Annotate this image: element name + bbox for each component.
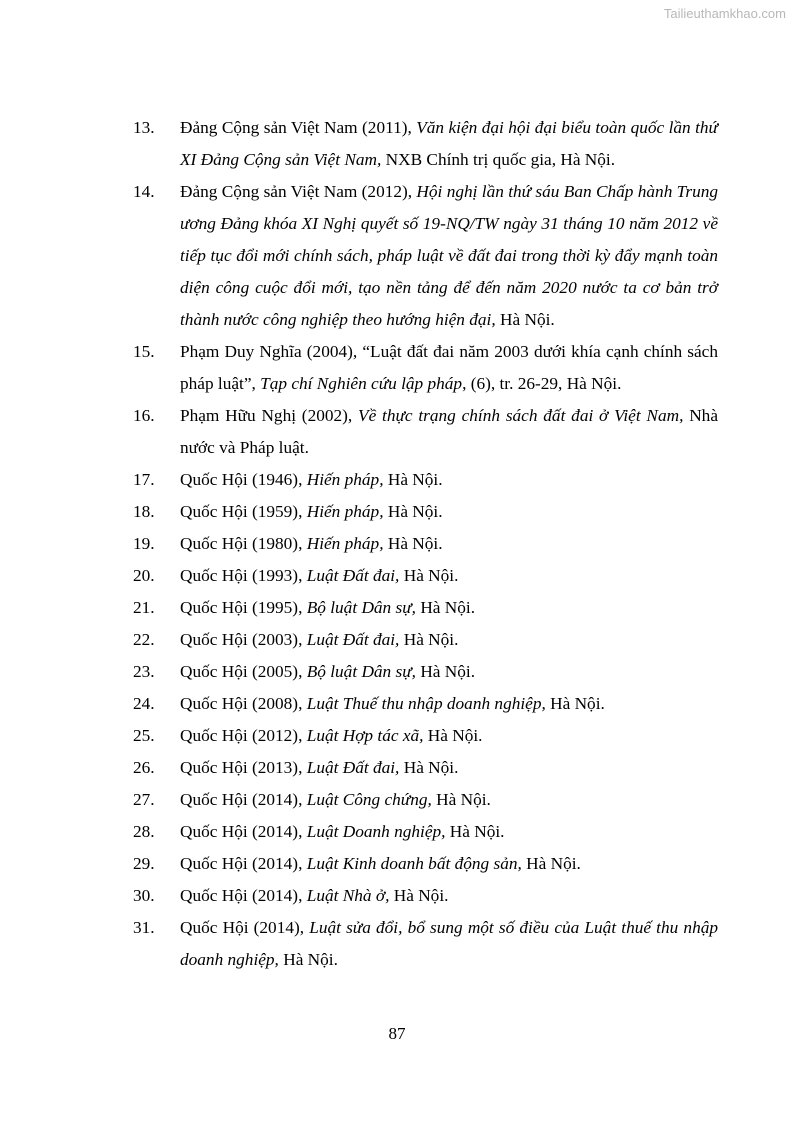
reference-number: 20. <box>133 566 155 585</box>
reference-title: Hiến pháp, <box>306 534 384 553</box>
reference-publisher: Hà Nội. <box>399 630 459 649</box>
reference-item <box>133 848 718 880</box>
reference-title: Hội nghị lần thứ sáu Ban Chấp hành Trung ương Đảng khóa XI Nghị quyết số 19-NQ/TW ngày 31 tháng 10 năm 2012 về tiếp tục đổi mới chính sách, pháp luật về đất đai trong thời kỳ đẩy mạnh toàn diện công cuộc đổi mới, tạo nền tảng để đến năm 2020 nước ta cơ bản trở thành nước công nghiệp theo hướng hiện đại, <box>180 182 718 329</box>
reference-item <box>133 176 718 336</box>
reference-number: 22. <box>133 630 155 649</box>
reference-item <box>133 784 718 816</box>
reference-publisher: Hà Nội. <box>383 502 443 521</box>
reference-number: 26. <box>133 758 155 777</box>
reference-item <box>133 912 718 976</box>
reference-item <box>133 752 718 784</box>
reference-title: Luật Đất đai, <box>306 758 400 777</box>
reference-text: Quốc Hội (2014), <box>180 854 307 873</box>
reference-publisher: Hà Nội. <box>399 758 459 777</box>
reference-publisher: Hà Nội. <box>423 726 483 745</box>
reference-title: Văn kiện đại hội đại biểu toàn quốc lần thứ XI Đảng Cộng sản Việt Nam, <box>180 118 718 169</box>
reference-number: 30. <box>133 886 155 905</box>
watermark: Tailieuthamkhao.com <box>663 6 786 21</box>
reference-text: Quốc Hội (2005), <box>180 662 307 681</box>
reference-publisher: Hà Nội. <box>383 534 443 553</box>
reference-text: Quốc Hội (2014), <box>180 790 307 809</box>
reference-title: Luật Công chứng, <box>306 790 432 809</box>
reference-publisher: Hà Nội. <box>383 470 443 489</box>
reference-publisher: Hà Nội. <box>431 790 491 809</box>
reference-title: Bộ luật Dân sự, <box>306 662 416 681</box>
reference-title: Luật sửa đổi, bổ sung một số điều của Luật thuế thu nhập doanh nghiệp, <box>180 918 718 969</box>
reference-number: 23. <box>133 662 155 681</box>
reference-text: Phạm Hữu Nghị (2002), <box>180 406 359 425</box>
reference-text: Quốc Hội (2014), <box>180 822 307 841</box>
reference-title: Luật Thuế thu nhập doanh nghiệp, <box>306 694 546 713</box>
reference-title: Luật Kinh doanh bất động sản, <box>306 854 522 873</box>
reference-number: 16. <box>133 406 155 425</box>
reference-number: 17. <box>133 470 155 489</box>
reference-number: 27. <box>133 790 155 809</box>
reference-publisher: , (6), tr. 26-29, Hà Nội. <box>462 374 622 393</box>
reference-list <box>133 112 718 976</box>
reference-number: 19. <box>133 534 155 553</box>
reference-title: Luật Đất đai, <box>306 566 400 585</box>
reference-text: Quốc Hội (2013), <box>180 758 307 777</box>
reference-text: Quốc Hội (2012), <box>180 726 307 745</box>
reference-item <box>133 880 718 912</box>
reference-publisher: Hà Nội. <box>545 694 605 713</box>
reference-text: Quốc Hội (1995), <box>180 598 307 617</box>
reference-title: Hiến pháp, <box>306 470 384 489</box>
reference-publisher: Hà Nội. <box>389 886 449 905</box>
reference-number: 31. <box>133 918 155 937</box>
reference-text: Quốc Hội (2003), <box>180 630 307 649</box>
reference-publisher: Hà Nội. <box>399 566 459 585</box>
reference-text: Quốc Hội (1980), <box>180 534 307 553</box>
reference-publisher: Hà Nội. <box>416 662 476 681</box>
reference-item <box>133 592 718 624</box>
reference-number: 29. <box>133 854 155 873</box>
reference-title: Luật Đất đai, <box>306 630 400 649</box>
reference-item <box>133 656 718 688</box>
reference-text: Quốc Hội (2014), <box>180 918 310 937</box>
reference-item <box>133 560 718 592</box>
reference-publisher: Hà Nội. <box>278 950 338 969</box>
reference-item <box>133 816 718 848</box>
reference-item <box>133 336 718 400</box>
reference-item <box>133 496 718 528</box>
reference-publisher: Nhà nước và Pháp luật. <box>180 406 718 457</box>
reference-number: 13. <box>133 118 155 137</box>
reference-publisher: NXB Chính trị quốc gia, Hà Nội. <box>381 150 616 169</box>
reference-publisher: Hà Nội. <box>416 598 476 617</box>
reference-publisher: Hà Nội. <box>445 822 505 841</box>
reference-item <box>133 464 718 496</box>
reference-title: Về thực trạng chính sách đất đai ở Việt Nam, <box>358 406 684 425</box>
reference-item <box>133 688 718 720</box>
reference-number: 15. <box>133 342 155 361</box>
reference-text: Quốc Hội (2014), <box>180 886 307 905</box>
reference-title: Hiến pháp, <box>306 502 384 521</box>
reference-number: 24. <box>133 694 155 713</box>
reference-item <box>133 112 718 176</box>
page-number: 87 <box>388 1024 406 1043</box>
reference-item <box>133 400 718 464</box>
reference-text: Quốc Hội (1993), <box>180 566 307 585</box>
reference-publisher: Hà Nội. <box>495 310 555 329</box>
reference-title: Bộ luật Dân sự, <box>306 598 416 617</box>
reference-item <box>133 624 718 656</box>
reference-title: Luật Doanh nghiệp, <box>306 822 446 841</box>
reference-text: Quốc Hội (1959), <box>180 502 307 521</box>
reference-title: Tạp chí Nghiên cứu lập pháp <box>260 374 463 393</box>
reference-number: 18. <box>133 502 155 521</box>
reference-publisher: Hà Nội. <box>521 854 581 873</box>
reference-text: Đảng Cộng sản Việt Nam (2011), <box>180 118 417 137</box>
reference-text: Phạm Duy Nghĩa (2004), “Luật đất đai năm 2003 dưới khía cạnh chính sách pháp luật”, <box>180 342 718 393</box>
reference-title: Luật Nhà ở, <box>306 886 390 905</box>
reference-text: Đảng Cộng sản Việt Nam (2012), <box>180 182 417 201</box>
reference-number: 21. <box>133 598 155 617</box>
reference-text: Quốc Hội (2008), <box>180 694 307 713</box>
reference-number: 14. <box>133 182 155 201</box>
reference-number: 28. <box>133 822 155 841</box>
reference-number: 25. <box>133 726 155 745</box>
reference-item <box>133 720 718 752</box>
reference-item <box>133 528 718 560</box>
reference-title: Luật Hợp tác xã, <box>306 726 424 745</box>
reference-text: Quốc Hội (1946), <box>180 470 307 489</box>
